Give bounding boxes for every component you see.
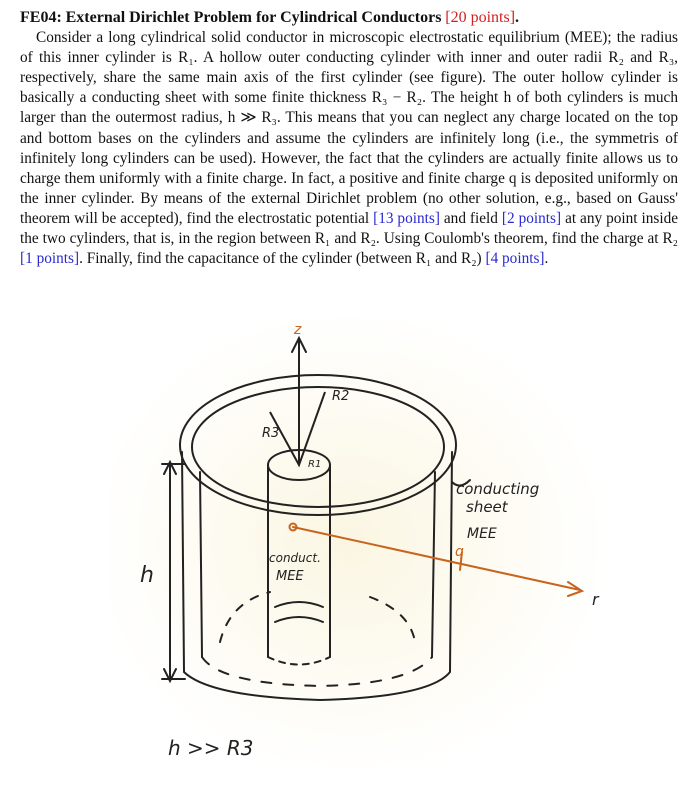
body-text-1: Consider a long cylindrical solid conductor in microscopic electrostatic equilibrium (MEE); the radius of this inner cylinder is R₁. A hollow outer conducting cylinder with inner and outer radii R₂ and R₃, respectively, share the same main axis of the first cylinder (see figure). The outer hollow cylinder is basically a conducting sheet with some finite thickness R₃ − R₂. The height h of both cylinders is much larger than the outermost radius, h ≫ R₃. This means that you can neglect any charge located on the top and bottom bases on the cylinders and assume the cylinders are infinitely long (i.e., the symmetris of infinitely long cylinders can be used). However, the fact that the cylinders are actually finite allows us to charge them uniformly with a finite charge. In fact, a positive and finite charge q is deposited uniformly on the inner cylinder. By means of the external Dirichlet problem (no other solution, e.g., based on Gauss' theorem will be accepted), find the electrostatic potential [20,29,678,227]
points-potential: [13 points] [373,209,440,227]
total-points: [20 points] [445,9,516,26]
paper-background [110,312,610,777]
condition-label: h >> R3 [168,736,254,760]
body-text-3: at any point inside the two cylinders, that is, in the region between R₁ and R₂. Using Coulomb's theorem, find the charge at R₂ [20,209,679,248]
body-text-5: . [544,250,549,268]
sheet-label-2: sheet [466,498,508,516]
q-label: q [455,544,464,560]
inner-label-1: conduct. [269,551,321,565]
problem-text [20,8,678,269]
sheet-label-3: MEE [467,526,497,542]
sheet-label-1: conducting [456,480,540,498]
r2-label: R2 [332,389,350,404]
problem-title: External Dirichlet Problem for Cylindrical Conductors [65,9,442,26]
r-label: r [592,590,599,609]
inner-label-2: MEE [276,569,304,584]
z-label: z [294,322,302,338]
points-charge: [1 points] [20,250,80,268]
r3-label: R3 [262,426,280,441]
body-text-4: . Finally, find the capacitance of the cylinder (between R₁ and R₂) [79,250,482,268]
h-label: h [140,563,154,588]
body-text-2: and field [443,209,498,227]
problem-heading: FE04: External Dirichlet Problem for Cylindrical Conductors [20 points]. [20,9,520,26]
points-capacitance: [4 points] [485,250,545,268]
points-field: [2 points] [501,209,562,227]
cylinder-figure [110,312,630,782]
r1-label: R1 [308,459,322,470]
problem-body [20,28,678,269]
problem-code: FE04: [20,9,62,26]
